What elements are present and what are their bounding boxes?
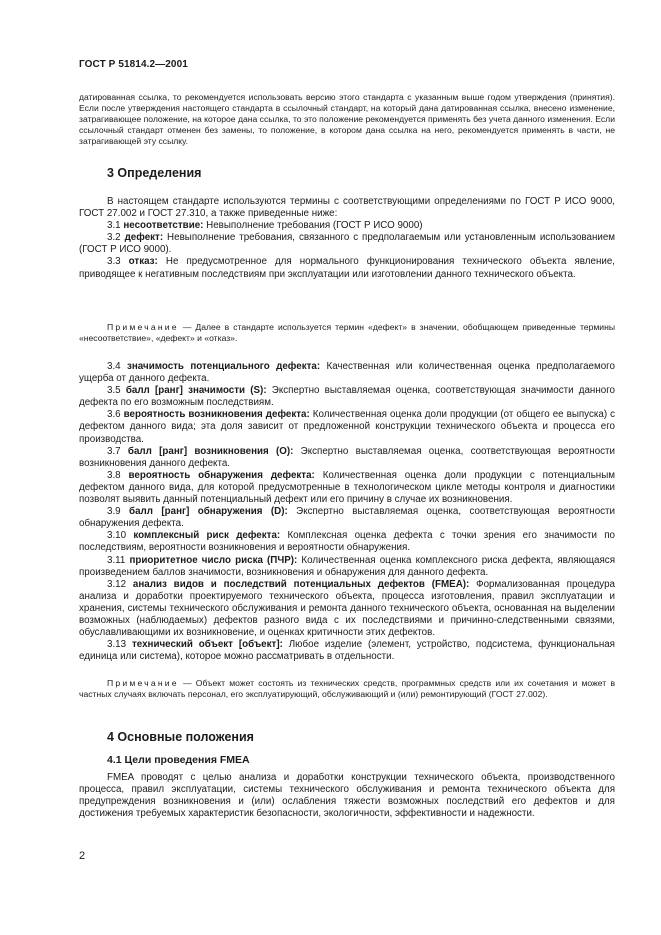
section-4-1-body xyxy=(79,772,615,820)
intro-paragraph: датированная ссылка, то рекомендуется использовать версию этого стандарта с указанным выше годом утверждения (принятия). Если после утверждения настоящего стандарта в ссылочный стандарт, на который дана датированная ссылка, внесено изменение, затрагивающее положение, на которое дана ссылка, то это положение рекомендуется применять без учета данного изменения. Если ссылочный стандарт отменен без замены, то положение, в котором дана ссылка на него, рекомендуется применять в части, не затрагивающей эту ссылку. xyxy=(79,92,615,146)
term-text: Любое изделие (элемент, устройство, подсистема, функциональная единица или система), которое можно рассматривать в отдельности. xyxy=(79,639,615,663)
term-definition xyxy=(79,579,615,639)
term-text: Экспертно выставляемая оценка, соответствующая значимости данного дефекта по его возможным последствиям. xyxy=(79,385,616,409)
term-number: 3.7 xyxy=(107,445,128,457)
term-text: Экспертно выставляемая оценка, соответствующая вероятности возникновения данного дефекта. xyxy=(79,445,615,469)
term-number: 3.1 xyxy=(107,220,124,232)
term-text: Не предусмотренное для нормального функционирования технического объекта явление, приводящее к негативным последствиям при эксплуатации или изготовлении данного технического объекта. xyxy=(79,256,615,280)
term-definition xyxy=(79,409,615,445)
term-text: Качественная или количественная оценка предполагаемого ущерба от данного дефекта. xyxy=(79,361,615,385)
term-definition xyxy=(79,639,615,663)
term-name: отказ: xyxy=(128,256,158,268)
term-number: 3.11 xyxy=(107,554,130,566)
term-text: Невыполнение требования (ГОСТ Р ИСО 9000) xyxy=(203,220,423,232)
term-number: 3.13 xyxy=(107,639,132,651)
term-text: Количественная оценка комплексного риска дефекта, являющаяся произведением баллов значимости, возникновения и обнаружения для данного дефекта. xyxy=(79,554,616,578)
note-2-text: — Объект может состоять из технических средств, программных средств или их сочетания и может в частных случаях включать персонал, его эксплуатирующий, обслуживающий и (или) ремонтирующий (ГОСТ 27.002). xyxy=(79,678,616,699)
term-name: несоответствие: xyxy=(123,220,204,232)
term-text: Невыполнение требования, связанного с предполагаемым или установленным использованием (ГОСТ Р ИСО 9000). xyxy=(79,232,616,256)
term-definition xyxy=(79,361,615,385)
note-2 xyxy=(79,678,615,700)
terms-list-1 xyxy=(79,220,615,280)
term-name: балл [ранг] возникновения (О): xyxy=(127,445,294,457)
term-definition xyxy=(79,530,615,554)
term-name: технический объект [объект]: xyxy=(131,639,283,651)
term-definition xyxy=(79,446,615,470)
term-name: вероятность возникновения дефекта: xyxy=(123,409,310,421)
term-definition xyxy=(79,506,615,530)
note-1-label: Примечание xyxy=(107,322,179,332)
term-name: дефект: xyxy=(124,232,164,244)
term-definition xyxy=(79,385,615,409)
term-number: 3.6 xyxy=(107,409,124,421)
term-number: 3.12 xyxy=(107,578,133,590)
term-name: комплексный риск дефекта: xyxy=(133,530,281,542)
running-header: ГОСТ Р 51814.2—2001 xyxy=(79,59,188,70)
term-number: 3.5 xyxy=(107,385,126,397)
section-4-1-paragraph: FMEA проводят с целью анализа и доработки конструкции технического объекта, производственного процесса, правил эксплуатации, системы технического обслуживания и ремонта технического объекта для предупреждения возникновения и (или) ослабления тяжести возможных последствий его дефектов и для достижения требуемых характеристик безопасности, экологичности, эффективности и надежности. xyxy=(79,772,615,820)
term-number: 3.8 xyxy=(107,469,129,481)
term-definition xyxy=(79,220,615,232)
section-3-lead: В настоящем стандарте используются термины с соответствующими определениями по ГОСТ Р ИСО 9000, ГОСТ 27.002 и ГОСТ 27.310, а также приведенные ниже: xyxy=(79,196,615,220)
term-number: 3.2 xyxy=(107,232,125,244)
term-definition xyxy=(79,232,615,256)
term-number: 3.4 xyxy=(107,361,128,372)
section-3-heading: 3 Определения xyxy=(107,166,202,180)
term-name: значимость потенциального дефекта: xyxy=(127,361,321,372)
note-1-text: — Далее в стандарте используется термин «дефект» в значении, обобщающем приведенные термины «несоответствие», «дефект» и «отказ». xyxy=(79,322,615,343)
term-name: приоритетное число риска (ПЧР): xyxy=(129,554,298,566)
note-2-label: Примечание xyxy=(107,678,179,688)
term-number: 3.10 xyxy=(107,530,134,542)
section-3-body xyxy=(79,196,615,281)
term-definition xyxy=(79,256,615,280)
term-text: Формализованная процедура анализа и доработки проектируемого технического объекта, процесса изготовления, правил эксплуатации и хранения, системы технического обслуживания и ремонта данного технического объекта, основанная на выделении возможных (наблюдаемых) дефектов разного вида с их последствиями и причинно-следственными связями, обуславливающими их возникновение, и оценках критичности этих дефектов. xyxy=(79,578,615,639)
note-1 xyxy=(79,322,615,344)
term-definition xyxy=(79,555,615,579)
section-4-heading: 4 Основные положения xyxy=(107,730,254,744)
term-name: анализ видов и последствий потенциальных дефектов (FMEA): xyxy=(132,578,470,590)
term-text: Комплексная оценка дефекта с точки зрения его значимости по последствиям, вероятности возникновения и вероятности обнаружения. xyxy=(79,530,616,554)
term-text: Количественная оценка доли продукции (от общего ее выпуска) с дефектом данного вида; эта доля зависит от предложенной конструкции технического объекта и процесса его производства. xyxy=(79,409,616,445)
term-name: балл [ранг] обнаружения (D): xyxy=(129,506,288,518)
term-text: Экспертно выставляемая оценка, соответствующая вероятности обнаружения дефекта. xyxy=(79,506,616,530)
term-number: 3.3 xyxy=(107,256,129,268)
terms-list-2 xyxy=(79,361,615,663)
term-name: вероятность обнаружения дефекта: xyxy=(128,469,315,481)
term-number: 3.9 xyxy=(107,506,130,518)
term-definition xyxy=(79,470,615,506)
section-4-1-heading: 4.1 Цели проведения FMEA xyxy=(107,754,250,766)
terms-list-2-container xyxy=(79,361,615,663)
term-name: балл [ранг] значимости (S): xyxy=(125,385,267,397)
term-text: Количественная оценка доли продукции с потенциальным дефектом данного вида, для которой предусмотренные в технологическом цикле методы контроля и диагностики позволят выявить данный потенциальный дефект или его причину в случае их возникновения. xyxy=(79,469,615,506)
page-number: 2 xyxy=(79,850,86,862)
